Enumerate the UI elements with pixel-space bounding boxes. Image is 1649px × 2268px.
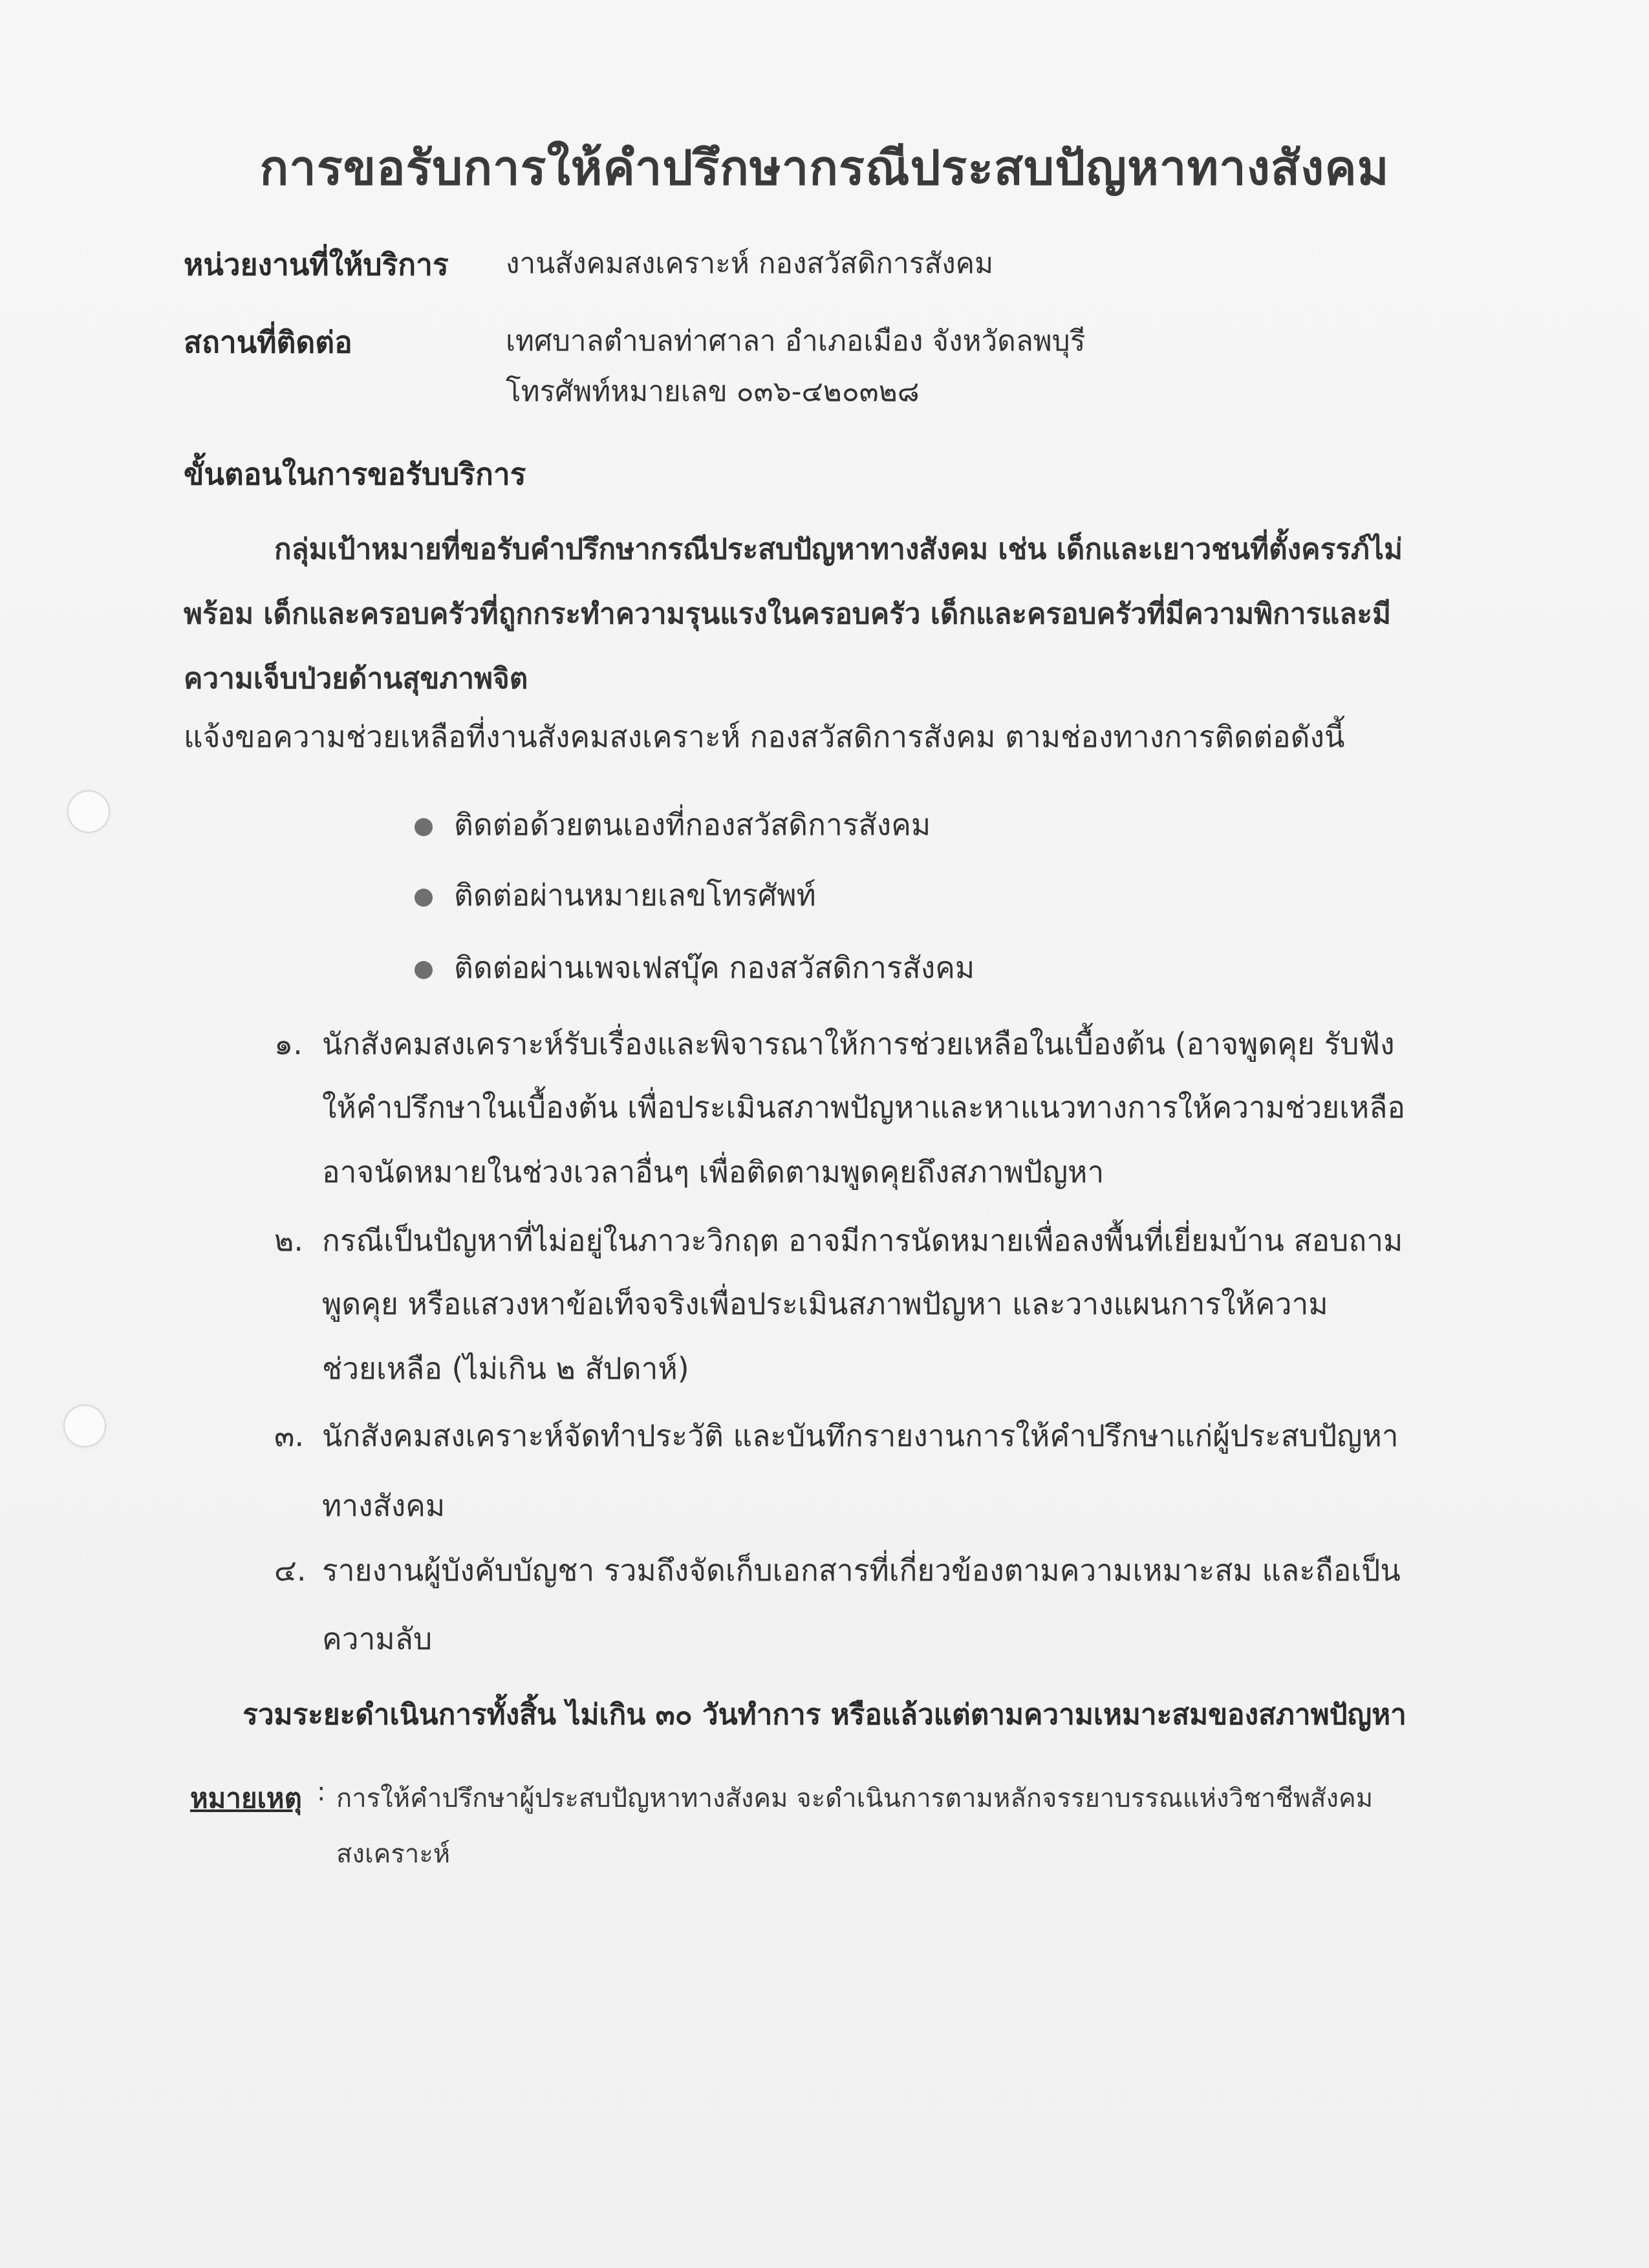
note-separator: : <box>317 1777 326 1807</box>
target-group-line-3: ความเจ็บป่วยด้านสุขภาพจิต <box>184 662 528 695</box>
step-1-line-3: อาจนัดหมายในช่วงเวลาอื่นๆ เพื่อติดตามพูดคุยถึงสภาพปัญหา <box>322 1154 1105 1189</box>
punch-hole-bottom <box>63 1405 106 1447</box>
channel-item: ติดต่อผ่านหมายเลขโทรศัพท์ <box>454 878 816 913</box>
step-number: ๓. <box>274 1418 305 1453</box>
step-2-line-3: ช่วยเหลือ (ไม่เกิน ๒ สัปดาห์) <box>322 1351 689 1386</box>
bullet-icon <box>415 889 433 907</box>
step-2-line-1: กรณีเป็นปัญหาที่ไม่อยู่ในภาวะวิกฤต อาจมีการนัดหมายเพื่อลงพื้นที่เยี่ยมบ้าน สอบถาม <box>322 1223 1403 1258</box>
punch-hole-top <box>67 790 110 833</box>
contact-place-address: เทศบาลตำบลท่าศาลา อำเภอเมือง จังหวัดลพบุรี <box>506 325 1086 358</box>
notify-text: แจ้งขอความช่วยเหลือที่งานสังคมสงเคราะห์ กองสวัสดิการสังคม ตามช่องทางการติดต่อดังนี้ <box>184 719 1345 754</box>
step-4-line-1: รายงานผู้บังคับบัญชา รวมถึงจัดเก็บเอกสารที่เกี่ยวข้องตามความเหมาะสม และถือเป็น <box>322 1553 1401 1588</box>
step-1-line-2: ให้คำปรึกษาในเบื้องต้น เพื่อประเมินสภาพปัญหาและหาแนวทางการให้ความช่วยเหลือ <box>322 1090 1406 1125</box>
step-number: ๒. <box>274 1223 303 1258</box>
procedure-heading: ขั้นตอนในการขอรับบริการ <box>184 457 526 491</box>
step-1-line-1: นักสังคมสงเคราะห์รับเรื่องและพิจารณาให้การช่วยเหลือในเบื้องต้น (อาจพูดคุย รับฟัง <box>322 1026 1395 1061</box>
target-group-line-2: พร้อม เด็กและครอบครัวที่ถูกกระทำความรุนแรงในครอบครัว เด็กและครอบครัวที่มีความพิการและมี <box>184 598 1392 631</box>
bullet-icon <box>415 961 433 979</box>
step-3-line-1: นักสังคมสงเคราะห์จัดทำประวัติ และบันทึกรายงานการให้คำปรึกษาแก่ผู้ประสบปัญหา <box>322 1418 1399 1453</box>
total-duration: รวมระยะดำเนินการทั้งสิ้น ไม่เกิน ๓๐ วันทำการ หรือแล้วแต่ตามความเหมาะสมของสภาพปัญหา <box>242 1698 1406 1731</box>
step-number: ๔. <box>274 1553 307 1588</box>
step-2-line-2: พูดคุย หรือแสวงหาข้อเท็จจริงเพื่อประเมินสภาพปัญหา และวางแผนการให้ความ <box>322 1286 1328 1321</box>
target-group-paragraph <box>184 517 1477 711</box>
service-unit-label: หน่วยงานที่ให้บริการ <box>184 247 449 282</box>
note-line-2: สงเคราะห์ <box>336 1839 451 1869</box>
step-3-line-2: ทางสังคม <box>322 1488 446 1523</box>
bullet-icon <box>415 818 433 836</box>
target-group-line-1: กลุ่มเป้าหมายที่ขอรับคำปรึกษากรณีประสบปัญหาทางสังคม เช่น เด็กและเยาวชนที่ตั้งครรภ์ไม่ <box>274 533 1403 566</box>
note-label: หมายเหตุ <box>190 1782 302 1814</box>
contact-place-label: สถานที่ติดต่อ <box>184 325 352 360</box>
step-number: ๑. <box>274 1026 303 1061</box>
document-title: การขอรับการให้คำปรึกษากรณีประสบปัญหาทางสังคม <box>259 140 1390 196</box>
channel-item: ติดต่อด้วยตนเองที่กองสวัสดิการสังคม <box>454 807 931 842</box>
contact-phone: โทรศัพท์หมายเลข ๐๓๖-๔๒๐๓๒๘ <box>506 375 920 408</box>
note-line-1: การให้คำปรึกษาผู้ประสบปัญหาทางสังคม จะดำเนินการตามหลักจรรยาบรรณแห่งวิชาชีพสังคม <box>336 1784 1374 1813</box>
channel-item: ติดต่อผ่านเพจเฟสบุ๊ค กองสวัสดิการสังคม <box>454 950 975 985</box>
service-unit-value: งานสังคมสงเคราะห์ กองสวัสดิการสังคม <box>506 247 994 280</box>
step-4-line-2: ความลับ <box>322 1621 433 1656</box>
